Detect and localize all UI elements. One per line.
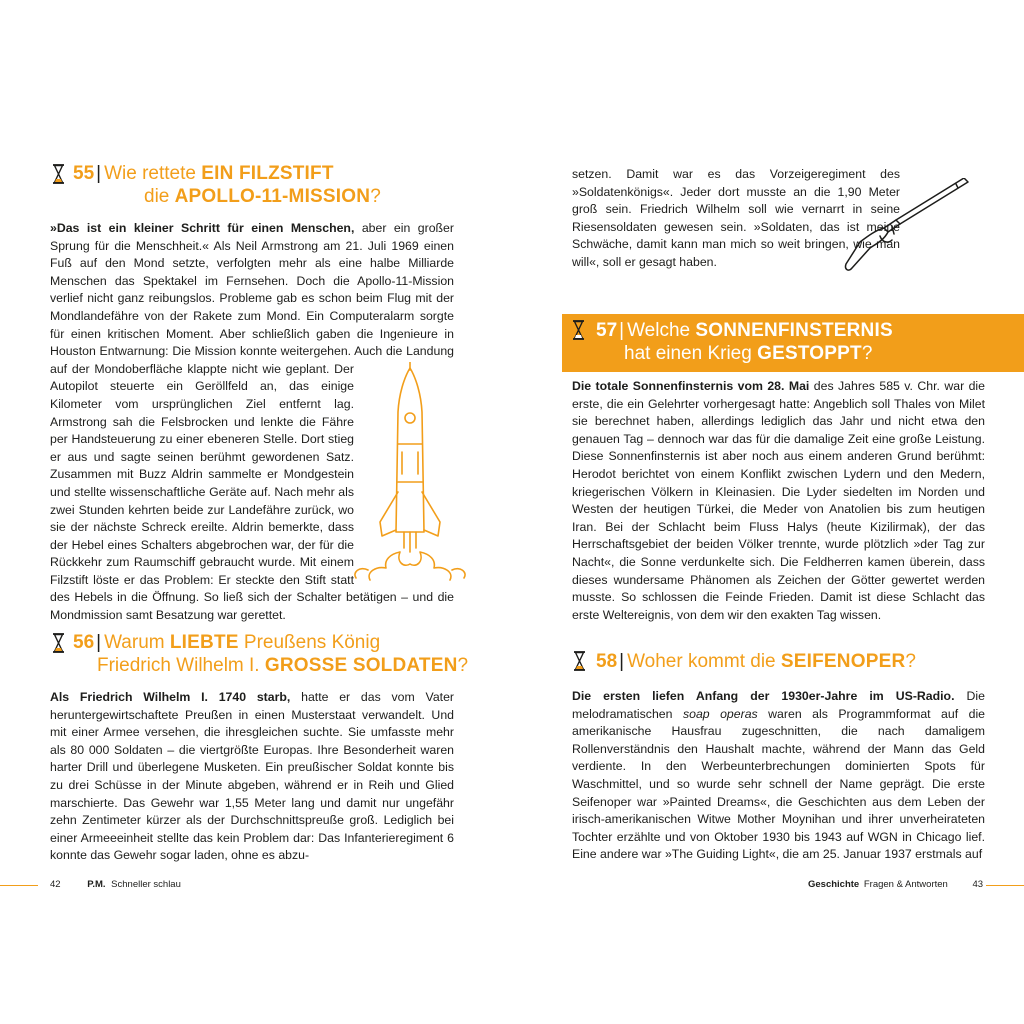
- hourglass-icon: [572, 320, 585, 340]
- question-56-heading: 56 | Warum LIEBTE Preußens König Friedrich Wilhelm I. GROSSE SOLDATEN?: [73, 632, 469, 676]
- question-number: 55: [73, 163, 95, 184]
- answer-italic: soap operas: [682, 706, 758, 721]
- heading-highlight: GESTOPPT: [757, 343, 862, 364]
- answer-text: waren als Programmformat auf die amerikanische Hausfrau zugeschnitten, die nach damaligem Rollenverständnis den Haushalt machte, während der Mann das Geld verdiente. In den Werbeunterbrechungen dominierten Spots für Waschmittel, und so wurde sehr schnell der Name geprägt. Die erste Seifenoper war »Painted Dreams«, die Geschichten aus dem Leben der irisch-amerikanischen Witwe Mother Moynihan und ihrer unverheirateten Tochter erzählte und von Oktober 1930 bis 1943 auf WGN in Chicago lief. Eine andere war »The Guiding Light«, die am 25. Januar 1937 erstmals auf: [572, 706, 986, 862]
- question-number: 57: [596, 320, 618, 341]
- illustration-spacer: [900, 166, 964, 266]
- answer-text: des Jahres 585 v. Chr. war die erste, die ein Gelehrter vorhergesagt hatte: Angeblich soll Thales von Milet sie berechnet haben, allerdings lediglich das Jahr und nicht etwa den genauen Tag – dennoch war das für die damalige Zeit eine große Leistung. Diese Sonnenfinsternis ist aber noch aus einem anderen Grund berühmt: Herodot berichtet von einem Konflikt zwischen Lydern und den Medern, kriegerischen Völkern in Kleinasien. Die Lyder siedelten im Norden und Westen der heutigen Türkei, die Meder von Anatolien bis zum heutigen Iran. Bei der Schlacht beim Fluss Halys (heute Kizilirmak), der das Herrschaftsgebiet der beiden Völker trennte, wurde plötzlich »der Tag zur Nacht«, die Sonne verdunkelte sich. Die Feldherren kamen überein, dass dieses wundersame Phänomen als Zeichen der Götter gewertet werden musste. So schlossen die Feinde Frieden. Damit ist diese Schlacht das erste Weltereignis, von dem wir den exakten Tag wissen.: [572, 379, 985, 622]
- question-58-heading: 58 | Woher kommt die SEIFENOPER?: [596, 651, 916, 672]
- book-title: Schneller schlau: [111, 879, 181, 890]
- footer-left: [50, 879, 181, 890]
- answer-text: aber ein großer Sprung für die Menschheit.« Als Neil Armstrong am 21. Juli 1969 einen Fuß auf den Mond setzte, verfolgten mehr als eine halbe Milliarde Menschen das Spektakel im Fernsehen. Doch die Apollo-11-Mission verlief nicht ganz reibungslos. Probleme gab es schon beim Flug mit der Mondlandefähre von der Rakete zum Mond. Ein Computeralarm sorgte für einen kritischen Moment. Aber schließlich gaben die Ingenieure in Houston Entwarnung: Die Mission konnte weitergehen. Auch die Landung auf der Mondoberfläche klappte nicht wie geplant. Der Autopilot steuerte ein Geröllfeld an, das einige Kilometer vom ursprünglichen Ziel entfernt lag. Armstrong sah die Felsbrocken und lenkte die Fähre per Handsteuerung zu einer ebeneren Stelle. Dort stieg er aus und sagte seinen berühmt gewordenen Satz. Zusammen mit Buzz Aldrin sammelte er Mondgestein und stellte wissenschaftliche Geräte auf. Nach mehr als zwei Stunden kehrten beide zur Landefähre zurück, wo sie der nächste Schreck ereilte. Aldrin bemerkte, dass der Hebel eines Schalters abgebrochen war, der für die Rückkehr zum Raumschiff gebraucht wurde. Mit einem Filzstift löste er das Problem: Er steckte den Stift statt des Hebels in die Öffnung. So ließ sich der Schalter betätigen – und die Mondmission samt Besatzung war gerettet.: [50, 221, 454, 623]
- heading-highlight: APOLLO-11-MISSION: [174, 186, 371, 207]
- heading-text: Welche: [627, 320, 696, 341]
- heading-text: die: [144, 186, 175, 207]
- question-56-answer: [50, 689, 454, 865]
- heading-highlight: EIN FILZSTIFT: [201, 163, 334, 184]
- heading-text: hat einen Krieg: [624, 343, 758, 364]
- category-name: Geschichte: [808, 879, 860, 890]
- heading-text: ?: [457, 655, 469, 676]
- question-57-answer: [572, 378, 985, 624]
- hourglass-icon: [52, 633, 65, 653]
- hourglass-icon: [52, 164, 65, 184]
- heading-text: Preußens König: [238, 632, 381, 653]
- heading-highlight: LIEBTE: [169, 632, 239, 653]
- answer-text: setzen. Damit war es das Vorzeigeregiment des »Soldatenkönigs«. Jeder dort musste an die 1,90 Meter groß sein. Friedrich Wilhelm soll wie vernarrt in seine Riesensoldaten gewesen sein. »Soldaten, das ist meine Schwäche, damit kann man mich so weit bringen, wie man will«, soll er gesagt haben.: [572, 167, 900, 269]
- heading-text: Woher kommt die: [627, 651, 781, 672]
- answer-text: Die melodramatischen: [572, 689, 985, 721]
- hourglass-icon: [573, 651, 586, 671]
- question-57-heading: 57 | Welche SONNENFINSTERNIS hat einen Krieg GESTOPPT?: [596, 320, 893, 364]
- heading-text: ?: [905, 651, 916, 672]
- heading-text: ?: [861, 343, 873, 364]
- heading-highlight: SONNENFINSTERNIS: [695, 320, 893, 341]
- answer-lead: »Das ist ein kleiner Schritt für einen Menschen,: [50, 221, 355, 235]
- brand-name: P.M.: [87, 879, 106, 890]
- heading-highlight: SEIFENOPER: [780, 651, 906, 672]
- question-number: 56: [73, 632, 95, 653]
- question-number: 58: [596, 651, 618, 672]
- footer-rule: [986, 885, 1024, 886]
- heading-text: Warum: [104, 632, 170, 653]
- question-55-answer: [50, 220, 454, 625]
- answer-lead: Die ersten liefen Anfang der 1930er-Jahre im US-Radio.: [572, 689, 955, 703]
- footer-right: [808, 879, 983, 890]
- question-58-answer: [572, 688, 985, 864]
- footer-rule: [0, 885, 38, 886]
- page-number: 42: [50, 879, 61, 890]
- heading-highlight: GROSSE SOLDATEN: [264, 655, 458, 676]
- page-number: 43: [972, 879, 984, 890]
- heading-text: ?: [370, 186, 381, 207]
- heading-text: Wie rettete: [104, 163, 202, 184]
- heading-text: Friedrich Wilhelm I.: [97, 655, 265, 676]
- right-page: [512, 0, 1024, 1024]
- answer-lead: Als Friedrich Wilhelm I. 1740 starb,: [50, 690, 291, 704]
- answer-lead: Die totale Sonnenfinsternis vom 28. Mai: [572, 379, 810, 393]
- book-subtitle: Fragen & Antworten: [863, 879, 948, 890]
- answer-text: hatte er das vom Vater heruntergewirtschaftete Preußen in einen Musterstaat verwandelt. Und mit einer Armee versehen, die ihresgleichen suchte. Sie umfasste mehr als 80 000 Soldaten – die viertgrößte Europas. Ihre Besonderheit waren harter Drill und überlegene Musketen. Ein preußischer Soldat konnte bis zu drei Schüsse in der Minute abgeben, während er in Reih und Glied marschierte. Das Gewehr war 1,55 Meter lang und damit nur ungefähr zehn Zentimeter kürzer als der Durchschnittspreuße groß. Lediglich bei einer Armeeeinheit stellte das kein Problem dar: Das Infanterieregiment 6 konnte das Gewehr sogar laden, ohne es abzu-: [50, 690, 455, 863]
- question-57-heading-bar: [562, 314, 1024, 372]
- question-56-continuation: [572, 166, 964, 272]
- question-55-heading: 55 | Wie rettete EIN FILZSTIFT die APOLLO-11-MISSION?: [73, 163, 381, 207]
